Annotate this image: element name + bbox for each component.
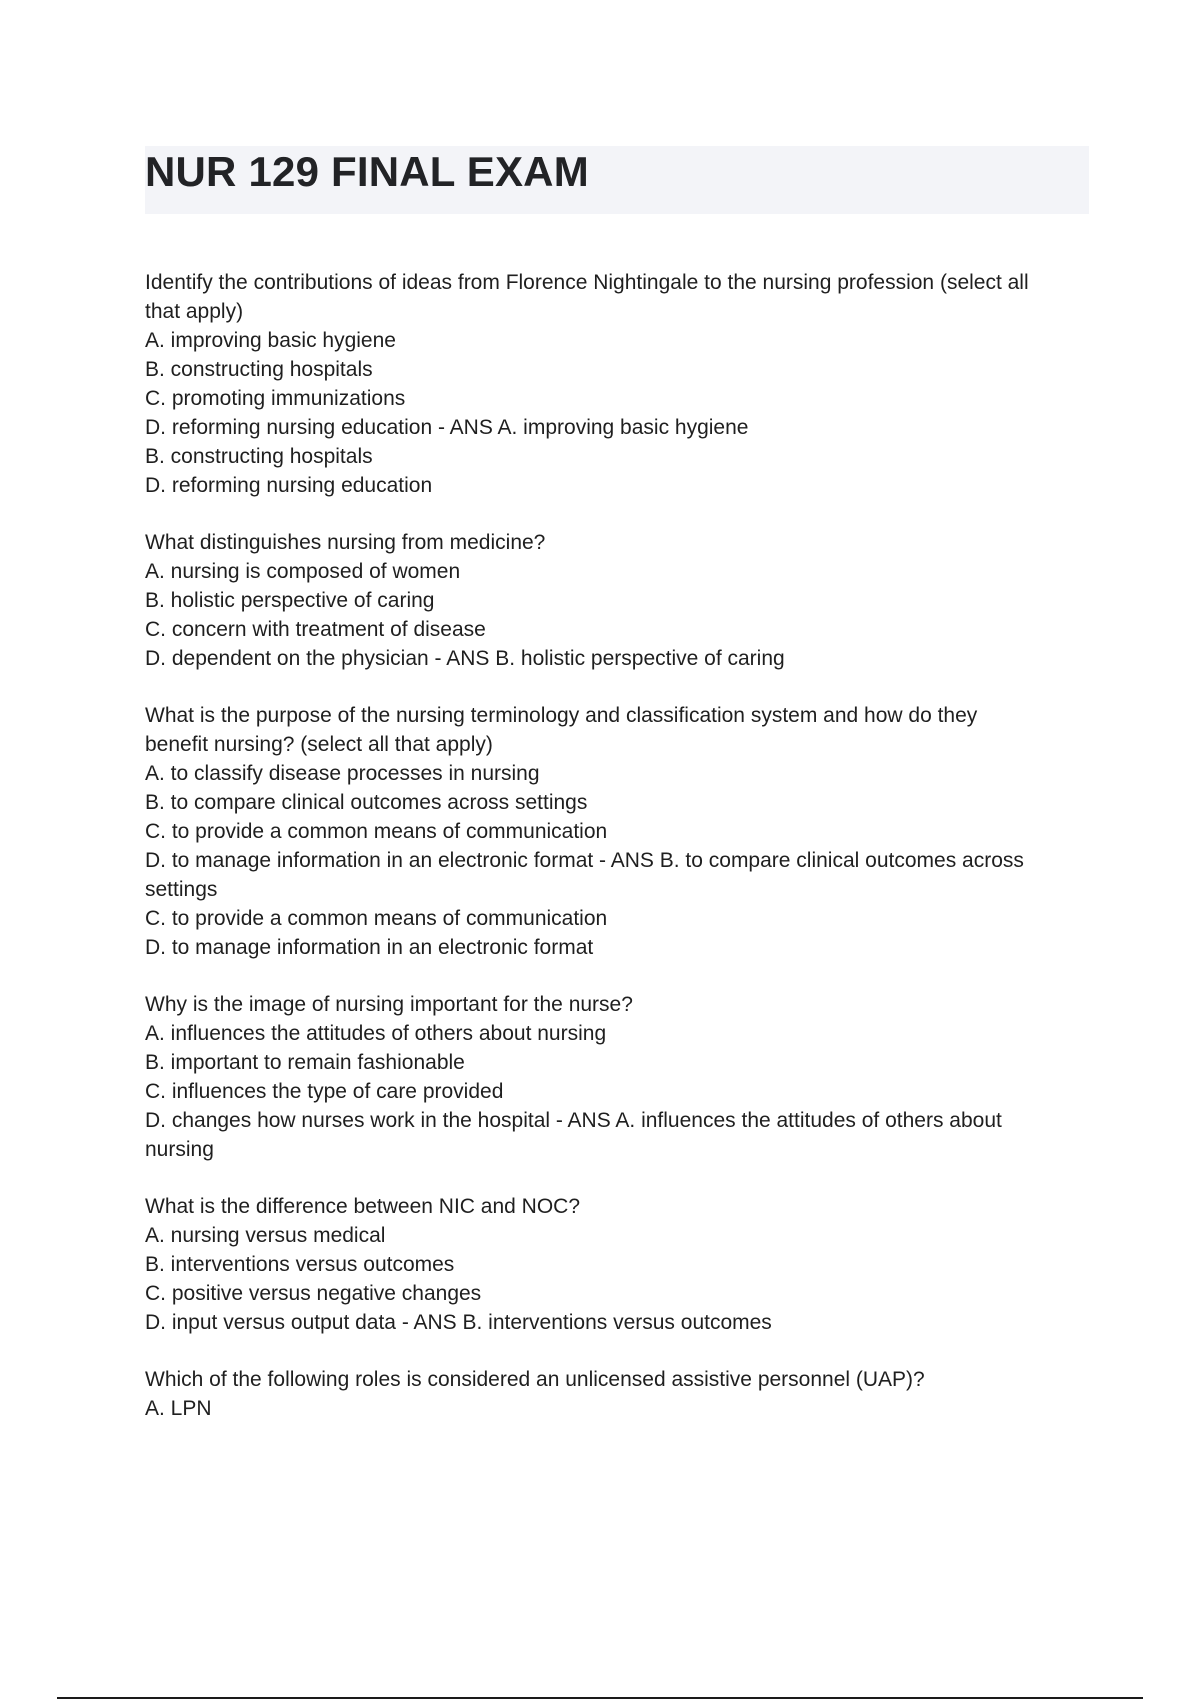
question-line: A. to classify disease processes in nursing bbox=[145, 762, 540, 785]
question-line: B. to compare clinical outcomes across settings bbox=[145, 791, 588, 814]
question-line: C. positive versus negative changes bbox=[145, 1282, 482, 1305]
question-line: C. influences the type of care provided bbox=[145, 1080, 504, 1103]
footer-divider bbox=[57, 1697, 1143, 1699]
question-line: A. improving basic hygiene bbox=[145, 329, 396, 352]
question-line: settings bbox=[145, 878, 218, 901]
question-line: D. to manage information in an electronic format - ANS B. to compare clinical outcomes across bbox=[145, 849, 1024, 872]
question-text: Identify the contributions of ideas from Florence Nightingale to the nursing profession (select all bbox=[145, 271, 1029, 294]
question-block bbox=[145, 701, 1089, 962]
question-line: C. to provide a common means of communication bbox=[145, 907, 608, 930]
question-line: A. nursing versus medical bbox=[145, 1224, 386, 1247]
question-line: D. dependent on the physician - ANS B. holistic perspective of caring bbox=[145, 647, 785, 670]
question-line: that apply) bbox=[145, 300, 244, 323]
question-line: B. constructing hospitals bbox=[145, 358, 373, 381]
question-list bbox=[145, 268, 1089, 1451]
question-text: What is the purpose of the nursing terminology and classification system and how do they bbox=[145, 704, 978, 727]
question-text: Which of the following roles is considered an unlicensed assistive personnel (UAP)? bbox=[145, 1368, 925, 1391]
question-text: What is the difference between NIC and NOC? bbox=[145, 1195, 581, 1218]
question-line: D. input versus output data - ANS B. interventions versus outcomes bbox=[145, 1311, 772, 1334]
question-line: C. to provide a common means of communication bbox=[145, 820, 608, 843]
question-line: benefit nursing? (select all that apply) bbox=[145, 733, 493, 756]
question-block bbox=[145, 1365, 1089, 1423]
question-line: A. LPN bbox=[145, 1397, 212, 1420]
page-title: NUR 129 FINAL EXAM bbox=[145, 148, 589, 195]
question-block bbox=[145, 268, 1089, 500]
question-line: nursing bbox=[145, 1138, 214, 1161]
question-line: D. changes how nurses work in the hospital - ANS A. influences the attitudes of others about bbox=[145, 1109, 1002, 1132]
question-line: B. important to remain fashionable bbox=[145, 1051, 465, 1074]
question-line: A. influences the attitudes of others about nursing bbox=[145, 1022, 607, 1045]
title-banner bbox=[145, 146, 1089, 214]
question-line: D. reforming nursing education - ANS A. improving basic hygiene bbox=[145, 416, 749, 439]
question-block bbox=[145, 1192, 1089, 1337]
question-line: B. interventions versus outcomes bbox=[145, 1253, 455, 1276]
question-block bbox=[145, 528, 1089, 673]
question-line: D. reforming nursing education bbox=[145, 474, 433, 497]
question-line: C. concern with treatment of disease bbox=[145, 618, 486, 641]
question-line: C. promoting immunizations bbox=[145, 387, 406, 410]
question-line: D. to manage information in an electronic format bbox=[145, 936, 594, 959]
question-line: B. constructing hospitals bbox=[145, 445, 373, 468]
question-line: B. holistic perspective of caring bbox=[145, 589, 435, 612]
question-text: Why is the image of nursing important for the nurse? bbox=[145, 993, 633, 1016]
question-line: A. nursing is composed of women bbox=[145, 560, 461, 583]
question-text: What distinguishes nursing from medicine? bbox=[145, 531, 546, 554]
question-block bbox=[145, 990, 1089, 1164]
